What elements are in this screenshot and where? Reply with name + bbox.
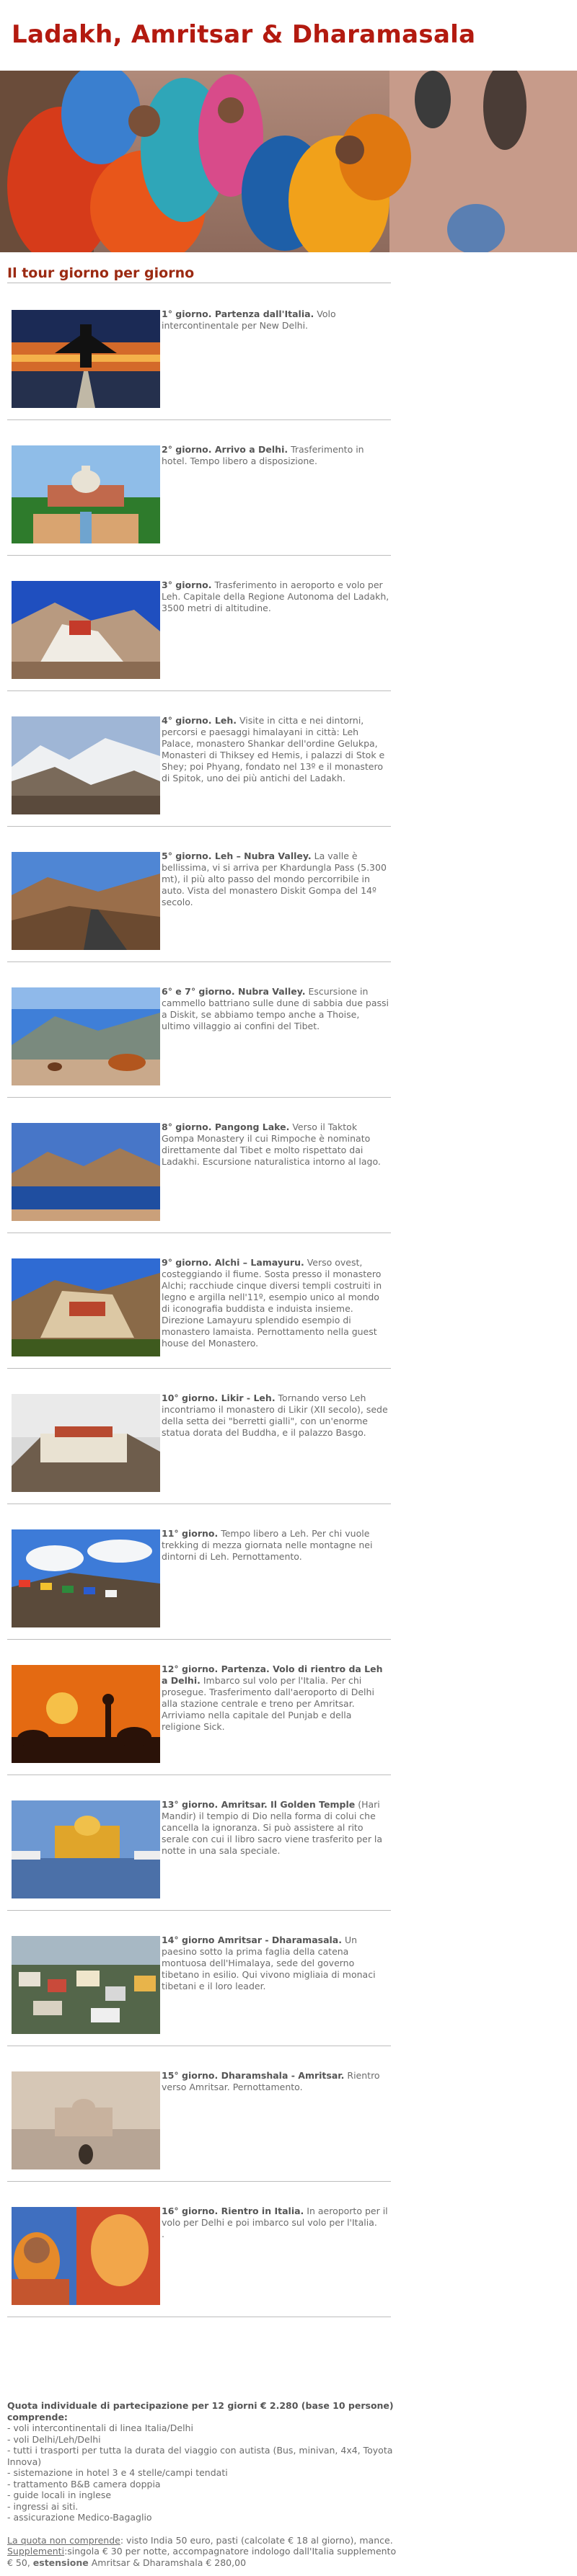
day-heading: 14° giorno Amritsar - Dharamasala. (162, 1935, 342, 1945)
day-description (162, 1528, 389, 1563)
itinerary-day (7, 695, 391, 826)
itinerary-day (7, 1508, 391, 1639)
hero-banner-photo (0, 71, 577, 252)
day-heading: 8° giorno. Pangong Lake. (162, 1122, 290, 1132)
day-heading: 4° giorno. Leh. (162, 715, 237, 726)
day-divider (7, 961, 391, 962)
extension-label: estensione (32, 2557, 89, 2568)
lamayuru-photo (12, 1258, 160, 1356)
section-title: Il tour giorno per giorno (7, 265, 195, 281)
leh-valley-photo (12, 716, 160, 814)
thiksey-monastery-photo (12, 581, 160, 679)
humayun-tomb-photo (12, 445, 160, 543)
day-text: Imbarco sul volo per l'Italia. Per chi prosegue. Trasferimento dall'aeroporto di Delhi alla stazione centrale e treno per Amritsar. Arriviamo nella capitale del Punjab e della religione Sick. (162, 1675, 374, 1732)
quota-item: - assicurazione Medico-Bagaglio (7, 2512, 397, 2523)
day-text: Visite in citta e nei dintorni, percorsi e paesaggi himalayani in città: Leh Palace, monastero Shankar dell'ordine Gelukpa, Monasteri di Thiksey ed Hemis, i palazzi di Stok e Shey; poi Phyang, fondato nel 13º e il monastero di Spitok, uno dei più antichi del Ladakh. (162, 715, 385, 783)
day-divider (7, 555, 391, 556)
misty-temple-photo (12, 2071, 160, 2169)
day-text: (Hari Mandir) il tempio di Dio nella forma di colui che cancella la ignoranza. Si può assistere al rito serale con cui il libro sacro viene trasferito per la notte in una sala speciale. (162, 1799, 383, 1856)
itinerary-day (7, 1779, 391, 1910)
itinerary-day (7, 2050, 391, 2181)
nubra-road-photo (12, 852, 160, 950)
day-description (162, 1664, 389, 1733)
price-info (7, 2400, 397, 2568)
sadhu-photo (12, 2207, 160, 2305)
supplements-label: Supplementi (7, 2546, 65, 2557)
airplane-sunset-photo (12, 310, 160, 408)
day-description (162, 444, 389, 467)
itinerary-day (7, 2185, 391, 2317)
day-text: Un paesino sotto la prima faglia della catena montuosa dell'Himalaya, sede del governo tibetano in esilio. Qui vivono migliaia di monaci tibetani e il loro leader. (162, 1935, 376, 1991)
itinerary-day (7, 424, 391, 555)
day-text: Escursione in cammello battriano sulle dune di sabbia due passi a Diskit, se abbiamo tempo anche a Thoise, ultimo villaggio ai confini del Tibet. (162, 986, 389, 1031)
quota-item: - ingressi ai siti. (7, 2501, 397, 2513)
itinerary-day (7, 966, 391, 1097)
quota-item: - trattamento B&B camera doppia (7, 2479, 397, 2490)
itinerary-day (7, 1643, 391, 1775)
nubra-camels-photo (12, 987, 160, 1085)
itinerary-day (7, 559, 391, 690)
day-description (162, 2070, 389, 2093)
quota-item: - guide locali in inglese (7, 2490, 397, 2501)
day-heading: 13° giorno. Amritsar. Il Golden Temple (162, 1799, 356, 1810)
quota-item: - sistemazione in hotel 3 e 4 stelle/campi tendati (7, 2467, 397, 2479)
quota-excludes (7, 2535, 397, 2569)
pangong-lake-photo (12, 1123, 160, 1221)
day-text: Tornando verso Leh incontriamo il monastero di Likir (XII secolo), sede della setta dei "berretti gialli", con un'enorme statua dorata del Buddha, e il palazzo Basgo. (162, 1393, 388, 1438)
day-divider (7, 419, 391, 420)
day-description (162, 1122, 389, 1168)
day-heading: 10° giorno. Likir - Leh. (162, 1393, 276, 1403)
day-description (162, 1935, 389, 1992)
sunset-silhouette-photo (12, 1665, 160, 1763)
day-description (162, 579, 389, 614)
itinerary-day (7, 1101, 391, 1233)
day-divider (7, 1368, 391, 1369)
day-text: Tempo libero a Leh. Per chi vuole trekking di mezza giornata nelle montagne nei dintorni di Leh. Pernottamento. (162, 1528, 373, 1562)
supplements-text: :singola € 30 per notte, accompagnatore indologo dall'Italia supplemento € 50, (7, 2546, 397, 2568)
dharamsala-town-photo (12, 1936, 160, 2034)
itinerary-day (7, 1372, 391, 1504)
itinerary-day (7, 1237, 391, 1368)
quota-excludes-label: La quota non comprende (7, 2534, 120, 2546)
quota-item: - voli Delhi/Leh/Delhi (7, 2434, 397, 2446)
day-heading: 2° giorno. Arrivo a Delhi. (162, 444, 288, 455)
extension-text: Amritsar & Dharamshala € 280,00 (88, 2557, 247, 2568)
day-text: Verso ovest, costeggiando il fiume. Sosta presso il monastero Alchi; racchiude cinque diversi templi costruiti in legno e argilla nell'11º, esempio unico al mondo di iconografia buddista e induista insieme. Direzione Lamayuru splendido esempio di monastero lamaista. Pernottamento nella guest house del Monastero. (162, 1257, 382, 1349)
day-description (162, 986, 389, 1032)
itinerary-day (7, 288, 391, 419)
day-divider (7, 1097, 391, 1098)
quota-excludes-text: : visto India 50 euro, pasti (calcolate € 18 al giorno), mance. (120, 2534, 393, 2546)
day-divider (7, 1639, 391, 1640)
itinerary-day (7, 830, 391, 961)
day-description (162, 850, 389, 908)
day-heading: 1° giorno. Partenza dall'Italia. (162, 308, 314, 319)
day-text: Verso il Taktok Gompa Monastery il cui Rimpoche è nominato direttamente dal Tibet e molto rispettato dai Ladakhi. Escursione naturalistica intorno al lago. (162, 1122, 381, 1167)
day-divider (7, 690, 391, 691)
day-text: Trasferimento in aeroporto e volo per Leh. Capitale della Regione Autonoma del Ladakh, 3500 metri di altitudine. (162, 579, 389, 613)
day-text: La valle è bellissima, vi si arriva per Khardungla Pass (5.300 mt), il più alto passo del mondo percorribile in auto. Vista del monastero Diskit Gompa del 14º secolo. (162, 850, 387, 907)
quota-heading: Quota individuale di partecipazione per 12 giorni € 2.280 (base 10 persone) comprende: (7, 2400, 394, 2422)
day-text: Trasferimento in hotel. Tempo libero a disposizione. (162, 444, 364, 466)
page-title: Ladakh, Amritsar & Dharamasala (12, 20, 476, 49)
day-heading: 12° giorno. Partenza. Volo di rientro da Leh a Delhi. (162, 1664, 383, 1686)
day-heading: 6° e 7° giorno. Nubra Valley. (162, 986, 306, 997)
golden-temple-photo (12, 1800, 160, 1898)
day-description (162, 2206, 389, 2240)
day-description (162, 1257, 389, 1349)
day-heading: 15° giorno. Dharamshala - Amritsar. (162, 2070, 345, 2081)
day-divider (7, 2181, 391, 2182)
day-text: In aeroporto per il volo per Delhi e poi imbarco sul volo per l'Italia. (162, 2206, 388, 2228)
prayer-flags-photo (12, 1529, 160, 1627)
day-extra: . (162, 2229, 164, 2239)
day-divider (7, 826, 391, 827)
day-description (162, 1393, 389, 1439)
quota-includes-list (7, 2422, 397, 2523)
day-description (162, 1799, 389, 1857)
day-description (162, 715, 389, 784)
day-description (162, 308, 389, 332)
likir-photo (12, 1394, 160, 1492)
day-heading: 3° giorno. (162, 579, 212, 590)
day-heading: 9° giorno. Alchi – Lamayuru. (162, 1257, 304, 1268)
quota-item: - voli intercontinentali di linea Italia/Delhi (7, 2422, 397, 2434)
day-text: Rientro verso Amritsar. Pernottamento. (162, 2070, 380, 2092)
day-divider (7, 1910, 391, 1911)
quota-item: - tutti i trasporti per tutta la durata del viaggio con autista (Bus, minivan, 4x4, Toyota Innova) (7, 2445, 397, 2467)
day-heading: 11° giorno. (162, 1528, 219, 1539)
day-text: Volo intercontinentale per New Delhi. (162, 308, 336, 331)
day-heading: 16° giorno. Rientro in Italia. (162, 2206, 304, 2216)
day-heading: 5° giorno. Leh – Nubra Valley. (162, 850, 312, 861)
itinerary-day (7, 1914, 391, 2046)
